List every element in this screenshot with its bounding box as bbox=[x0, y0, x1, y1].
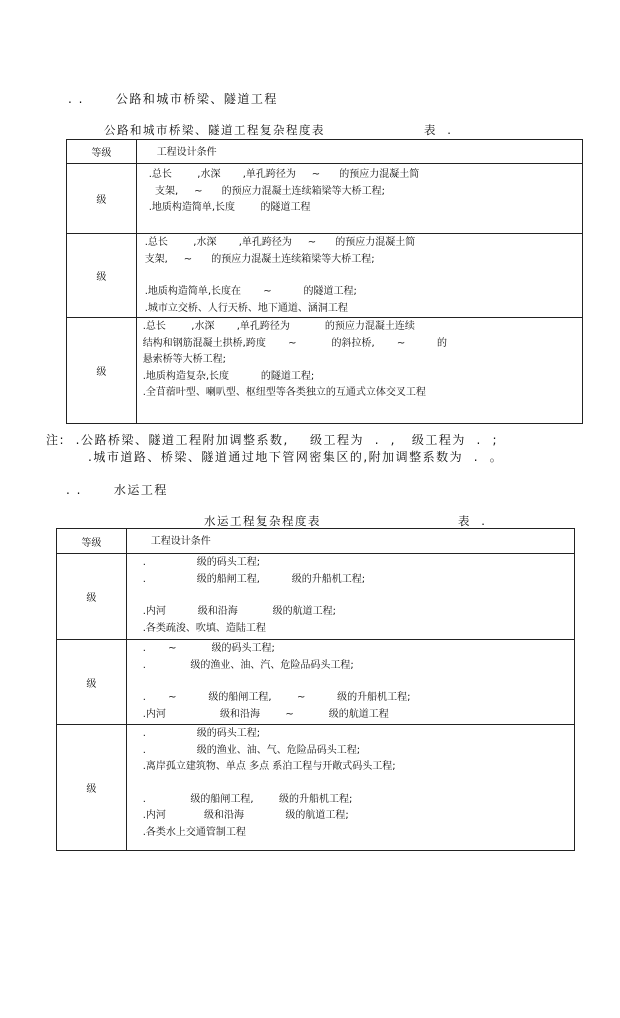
header-conditions: 工程设计条件 bbox=[136, 140, 582, 164]
section1-table bbox=[66, 139, 583, 424]
section2-table bbox=[56, 528, 575, 851]
section2-heading: . . 水运工程 bbox=[66, 483, 168, 497]
table-row bbox=[57, 640, 575, 725]
conditions-cell: . 级的码头工程; . 级的渔业、油、气、危险品码头工程; .离岸孤立建筑物、单点 多点 系泊工程与开敞式码头工程; . 级的船闸工程, 级的升船机工程; .内河 级和沿海 级的航道工程; .各类水上交通管制工程 bbox=[126, 725, 574, 851]
grade-cell: 级 bbox=[57, 554, 127, 640]
conditions-cell: .总长 ,水深 ,单孔跨径为 ~ 的预应力混凝土简 支架, ~ 的预应力混凝土连续箱梁等大桥工程; .地质构造简单,长度 的隧道工程 bbox=[136, 164, 582, 234]
section2-table-number: 表 . bbox=[458, 514, 487, 528]
conditions-cell: .总长 ,水深 ,单孔跨径为 的预应力混凝土连续 结构和钢筋混凝土拱桥,跨度 ~ 的斜拉桥, ~ 的 悬索桥等大桥工程; .地质构造复杂,长度 的隧道工程; .全苜蓿叶型、喇叭型、枢纽型等各类独立的互通式立体交叉工程 bbox=[136, 318, 582, 424]
conditions-cell: .总长 ,水深 ,单孔跨径为 ~ 的预应力混凝土简 支架, ~ 的预应力混凝土连续箱梁等大桥工程; .地质构造简单,长度在 ~ 的隧道工程; .城市立交桥、人行天桥、地下通道、涵洞工程 bbox=[136, 234, 582, 318]
header-grade: 等级 bbox=[57, 529, 127, 554]
table-header-row bbox=[67, 140, 583, 164]
note-line-2: .城市道路、桥梁、隧道通过地下管网密集区的,附加调整系数为 . 。 bbox=[88, 450, 504, 464]
grade-cell: 级 bbox=[67, 164, 137, 234]
section1-table-caption: 公路和城市桥梁、隧道工程复杂程度表 bbox=[104, 123, 325, 137]
header-grade: 等级 bbox=[67, 140, 137, 164]
grade-cell: 级 bbox=[67, 234, 137, 318]
section1-table-number: 表 . bbox=[424, 123, 453, 137]
grade-cell: 级 bbox=[57, 725, 127, 851]
note-line-1: 注: .公路桥梁、隧道工程附加调整系数, 级工程为 . , 级工程为 . ; bbox=[46, 433, 499, 447]
table-row bbox=[57, 554, 575, 640]
section2-table-caption: 水运工程复杂程度表 bbox=[204, 514, 321, 528]
table-row bbox=[67, 234, 583, 318]
grade-cell: 级 bbox=[57, 640, 127, 725]
table-row bbox=[57, 725, 575, 851]
conditions-cell: . 级的码头工程; . 级的船闸工程, 级的升船机工程; .内河 级和沿海 级的航道工程; .各类疏浚、吹填、造陆工程 bbox=[126, 554, 574, 640]
table-row bbox=[67, 164, 583, 234]
grade-cell: 级 bbox=[67, 318, 137, 424]
header-conditions: 工程设计条件 bbox=[126, 529, 574, 554]
conditions-cell: . ~ 级的码头工程; . 级的渔业、油、汽、危险品码头工程; . ~ 级的船闸工程, ~ 级的升船机工程; .内河 级和沿海 ~ 级的航道工程 bbox=[126, 640, 574, 725]
table-row bbox=[67, 318, 583, 424]
section1-heading: . . 公路和城市桥梁、隧道工程 bbox=[68, 92, 278, 106]
table-header-row bbox=[57, 529, 575, 554]
